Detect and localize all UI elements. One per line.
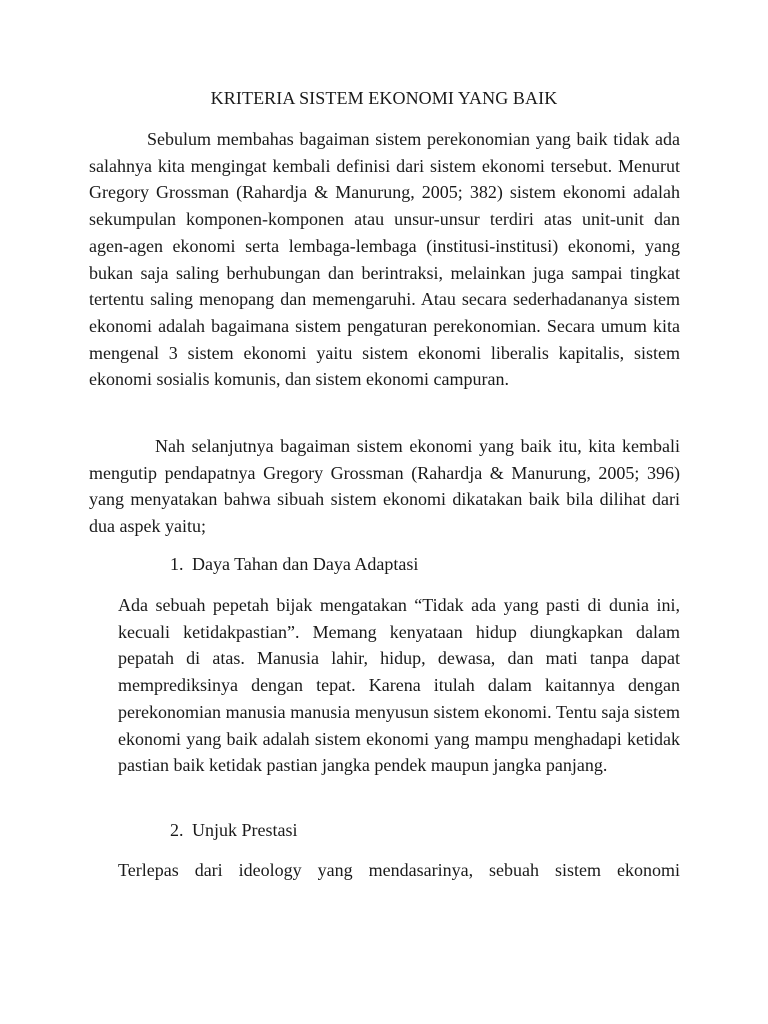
list-item-2-heading: Unjuk Prestasi <box>192 820 298 840</box>
paragraph-definition: Sebulum membahas bagaiman sistem perekonomian yang baik tidak ada salahnya kita mengingat kembali definisi dari sistem ekonomi tersebut. Menurut Gregory Grossman (Rahardja & Manurung, 2005; 382) sistem ekonomi adalah sekumpulan komponen-komponen atau unsur-unsur terdiri atas unit-unit dan agen-agen ekonomi serta lembaga-lembaga (institusi-institusi) ekonomi, yang bukan saja saling berhubungan dan berintraksi, melainkan juga sampai tingkat tertentu saling menopang dan memengaruhi. Atau secara sederhadananya sistem ekonomi adalah bagaimana sistem pengaturan perekonomian. Secara umum kita mengenal 3 sistem ekonomi yaitu sistem ekonomi liberalis kapitalis, sistem ekonomi sosialis komunis, dan sistem ekonomi campuran. <box>89 129 680 390</box>
list-item-2 <box>170 817 298 844</box>
list-item-1 <box>170 551 418 578</box>
paragraph-criteria-intro: Nah selanjutnya bagaiman sistem ekonomi yang baik itu, kita kembali mengutip pendapatnya Gregory Grossman (Rahardja & Manurung, 2005; 396) yang menyatakan bahwa sibuah sistem ekonomi dikatakan baik bila dilihat dari dua aspek yaitu; <box>89 436 680 537</box>
list-item-1-number: 1. <box>170 554 184 574</box>
list-item-1-heading: Daya Tahan dan Daya Adaptasi <box>192 554 419 574</box>
document-title: KRITERIA SISTEM EKONOMI YANG BAIK <box>210 88 558 108</box>
list-item-1-body: Ada sebuah pepetah bijak mengatakan “Tidak ada yang pasti di dunia ini, kecuali ketidakpastian”. Memang kenyataan hidup diungkapkan dalam pepatah di atas. Manusia lahir, hidup, dewasa, dan mati tanpa dapat memprediksinya dengan tepat. Karena itulah dalam kaitannya dengan perekonomian manusia manusia menyusun sistem ekonomi. Tentu saja sistem ekonomi yang baik adalah sistem ekonomi yang mampu menghadapi ketidak pastian baik ketidak pastian jangka pendek maupun jangka panjang. <box>118 595 680 776</box>
list-item-2-number: 2. <box>170 820 184 840</box>
list-item-2-body: Terlepas dari ideology yang mendasarinya, sebuah sistem ekonomi <box>118 860 680 880</box>
